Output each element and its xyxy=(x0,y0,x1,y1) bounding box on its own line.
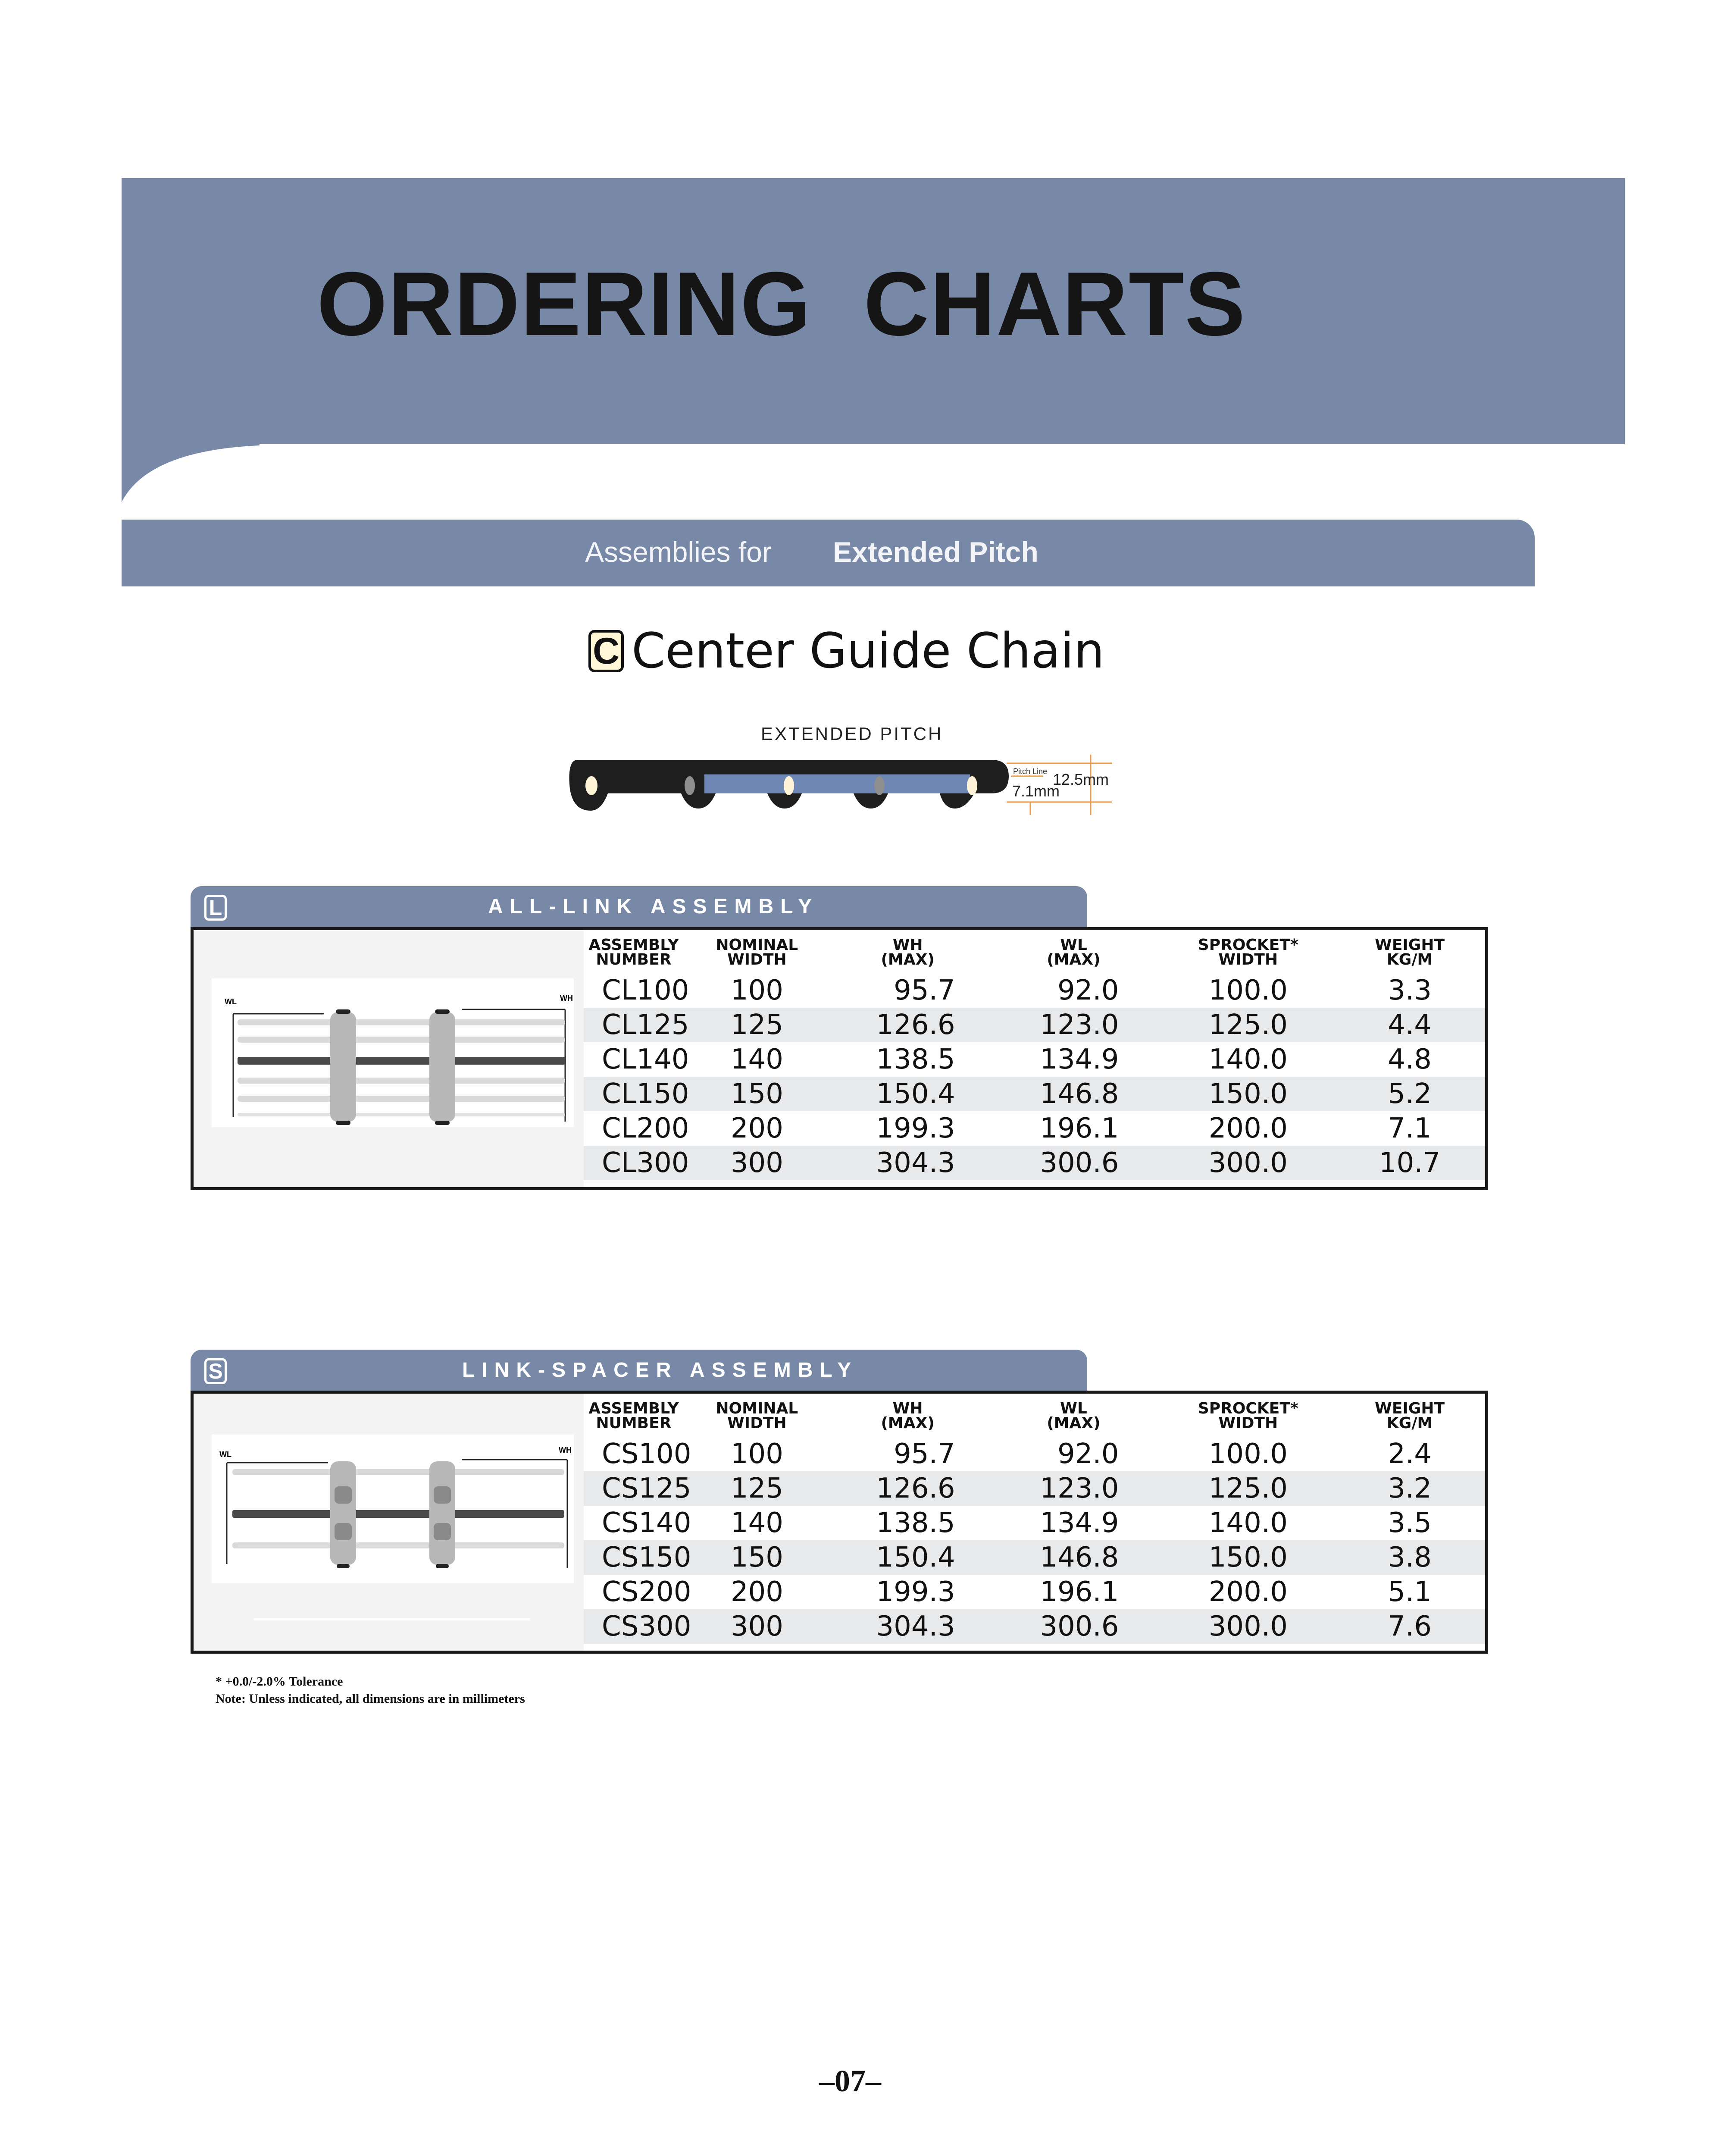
table-header xyxy=(584,1394,1485,1437)
cell-nominal: 150 xyxy=(730,1078,783,1110)
subtitle-emphasis: Extended Pitch xyxy=(833,536,1038,568)
cell-wl: 300.6 xyxy=(1040,1147,1119,1179)
link-spacer-tab xyxy=(191,1350,1087,1393)
col-wl-max: WL (MAX) xyxy=(1047,936,1101,968)
table-row xyxy=(584,1609,1485,1644)
col-wh-max: WH (MAX) xyxy=(881,1400,935,1432)
cell-wh: 304.3 xyxy=(876,1611,955,1642)
cell-weight: 3.3 xyxy=(1388,975,1432,1006)
cell-wl: 123.0 xyxy=(1040,1473,1119,1504)
cell-weight: 5.2 xyxy=(1388,1078,1432,1110)
cell-wl: 196.1 xyxy=(1040,1112,1119,1144)
all-link-diagram-pane xyxy=(194,930,584,1187)
all-link-rows xyxy=(584,973,1485,1180)
cell-wh: 150.4 xyxy=(876,1078,955,1110)
all-link-panel xyxy=(191,927,1488,1190)
cell-weight: 3.2 xyxy=(1388,1473,1432,1504)
banner-curve xyxy=(122,444,260,502)
col-weight: WEIGHT KG/M xyxy=(1375,1400,1445,1432)
footnotes xyxy=(216,1673,525,1708)
table-row xyxy=(584,1077,1485,1111)
cell-assembly: CS140 xyxy=(602,1507,691,1539)
col-sprocket-width: SPROCKET* WIDTH xyxy=(1198,936,1298,968)
cell-assembly: CS125 xyxy=(602,1473,691,1504)
link-spacer-badge: S xyxy=(204,1358,227,1384)
cell-wl: 300.6 xyxy=(1040,1611,1119,1642)
table-row xyxy=(584,1540,1485,1575)
link-spacer-table xyxy=(584,1394,1485,1644)
cell-sprocket: 300.0 xyxy=(1208,1611,1288,1642)
cell-nominal: 300 xyxy=(730,1147,783,1179)
cell-wl: 134.9 xyxy=(1040,1044,1119,1075)
cell-assembly: CL150 xyxy=(602,1078,689,1110)
cell-nominal: 200 xyxy=(730,1112,783,1144)
cell-weight: 3.8 xyxy=(1388,1542,1432,1573)
dim-small: 7.1mm xyxy=(1012,782,1060,800)
table-row xyxy=(584,1146,1485,1180)
cell-wh: 126.6 xyxy=(876,1009,955,1041)
tolerance-note: * +0.0/-2.0% Tolerance xyxy=(216,1674,343,1689)
cell-wh: 95.7 xyxy=(894,975,955,1006)
wl-label: WL xyxy=(225,997,237,1006)
page-title: ORDERING CHARTS xyxy=(317,253,1246,354)
table-row xyxy=(584,1575,1485,1609)
link-spacer-panel xyxy=(191,1391,1488,1654)
table-row xyxy=(584,1111,1485,1146)
col-wl-max: WL (MAX) xyxy=(1047,1400,1101,1432)
all-link-tab xyxy=(191,886,1087,929)
cell-sprocket: 100.0 xyxy=(1208,975,1288,1006)
cell-nominal: 100 xyxy=(730,1438,783,1470)
cell-sprocket: 125.0 xyxy=(1208,1473,1288,1504)
cell-wh: 304.3 xyxy=(876,1147,955,1179)
cell-wh: 138.5 xyxy=(876,1044,955,1075)
cell-assembly: CS200 xyxy=(602,1576,691,1608)
cell-weight: 2.4 xyxy=(1388,1438,1432,1470)
cell-nominal: 150 xyxy=(730,1542,783,1573)
all-link-badge: L xyxy=(204,895,227,921)
subtitle-prefix: Assemblies for xyxy=(585,536,772,568)
cell-wh: 95.7 xyxy=(894,1438,955,1470)
all-link-table xyxy=(584,930,1485,1180)
link-spacer-rows xyxy=(584,1437,1485,1644)
cell-weight: 5.1 xyxy=(1388,1576,1432,1608)
col-weight: WEIGHT KG/M xyxy=(1375,936,1445,968)
cell-assembly: CL200 xyxy=(602,1112,689,1144)
col-wh-max: WH (MAX) xyxy=(881,936,935,968)
cell-weight: 4.4 xyxy=(1388,1009,1432,1041)
wh-label: WH xyxy=(559,1446,572,1454)
cell-sprocket: 200.0 xyxy=(1208,1112,1288,1144)
link-spacer-diagram-pane xyxy=(194,1394,584,1651)
cell-sprocket: 140.0 xyxy=(1208,1044,1288,1075)
pitch-line-label: Pitch Line xyxy=(1013,767,1048,776)
table-row xyxy=(584,1506,1485,1540)
col-assembly-number: ASSEMBLY NUMBER xyxy=(588,936,679,968)
subtitle-banner xyxy=(122,520,1535,586)
diagram-underline xyxy=(254,1618,530,1620)
cell-wh: 199.3 xyxy=(876,1112,955,1144)
cell-nominal: 125 xyxy=(730,1009,783,1041)
cell-sprocket: 200.0 xyxy=(1208,1576,1288,1608)
cell-assembly: CL100 xyxy=(602,975,689,1006)
cell-wl: 92.0 xyxy=(1057,975,1119,1006)
table-row xyxy=(584,973,1485,1008)
link-spacer-title: LINK-SPACER ASSEMBLY xyxy=(462,1359,858,1382)
col-nominal-width: NOMINAL WIDTH xyxy=(716,936,798,968)
table-row xyxy=(584,1008,1485,1042)
section-heading xyxy=(588,623,1104,679)
all-link-top-diagram xyxy=(212,978,574,1127)
cell-assembly: CL125 xyxy=(602,1009,689,1041)
page-number: –07– xyxy=(819,2064,881,2098)
table-header xyxy=(584,930,1485,973)
cell-weight: 10.7 xyxy=(1379,1147,1441,1179)
cell-sprocket: 300.0 xyxy=(1208,1147,1288,1179)
cell-nominal: 125 xyxy=(730,1473,783,1504)
cell-nominal: 300 xyxy=(730,1611,783,1642)
cell-weight: 3.5 xyxy=(1388,1507,1432,1539)
dim-large: 12.5mm xyxy=(1053,771,1109,788)
cell-wh: 199.3 xyxy=(876,1576,955,1608)
cell-sprocket: 100.0 xyxy=(1208,1438,1288,1470)
cell-sprocket: 125.0 xyxy=(1208,1009,1288,1041)
cell-weight: 4.8 xyxy=(1388,1044,1432,1075)
cell-assembly: CS300 xyxy=(602,1611,691,1642)
cell-wl: 146.8 xyxy=(1040,1542,1119,1573)
cell-nominal: 140 xyxy=(730,1507,783,1539)
cell-wh: 126.6 xyxy=(876,1473,955,1504)
cell-sprocket: 150.0 xyxy=(1208,1078,1288,1110)
extended-pitch-label: EXTENDED PITCH xyxy=(761,724,943,744)
cell-sprocket: 140.0 xyxy=(1208,1507,1288,1539)
cell-wh: 138.5 xyxy=(876,1507,955,1539)
cell-wl: 146.8 xyxy=(1040,1078,1119,1110)
cell-sprocket: 150.0 xyxy=(1208,1542,1288,1573)
all-link-title: ALL-LINK ASSEMBLY xyxy=(488,895,819,918)
link-spacer-top-diagram xyxy=(212,1435,574,1583)
units-note: Note: Unless indicated, all dimensions are in millimeters xyxy=(216,1692,525,1706)
wh-label: WH xyxy=(560,994,573,1003)
cell-nominal: 140 xyxy=(730,1044,783,1075)
cell-weight: 7.1 xyxy=(1388,1112,1432,1144)
col-nominal-width: NOMINAL WIDTH xyxy=(716,1400,798,1432)
cell-wl: 134.9 xyxy=(1040,1507,1119,1539)
cell-assembly: CL300 xyxy=(602,1147,689,1179)
col-sprocket-width: SPROCKET* WIDTH xyxy=(1198,1400,1298,1432)
cell-wl: 123.0 xyxy=(1040,1009,1119,1041)
cell-assembly: CL140 xyxy=(602,1044,689,1075)
chain-side-diagram xyxy=(560,750,1138,819)
wl-label: WL xyxy=(219,1450,231,1459)
cell-nominal: 100 xyxy=(730,975,783,1006)
cell-assembly: CS150 xyxy=(602,1542,691,1573)
table-row xyxy=(584,1437,1485,1471)
cell-wl: 92.0 xyxy=(1057,1438,1119,1470)
col-assembly-number: ASSEMBLY NUMBER xyxy=(588,1400,679,1432)
cell-wh: 150.4 xyxy=(876,1542,955,1573)
cell-weight: 7.6 xyxy=(1388,1611,1432,1642)
heading-title: Center Guide Chain xyxy=(632,623,1104,679)
heading-badge: C xyxy=(588,630,624,672)
cell-assembly: CS100 xyxy=(602,1438,691,1470)
cell-nominal: 200 xyxy=(730,1576,783,1608)
cell-wl: 196.1 xyxy=(1040,1576,1119,1608)
table-row xyxy=(584,1471,1485,1506)
table-row xyxy=(584,1042,1485,1077)
